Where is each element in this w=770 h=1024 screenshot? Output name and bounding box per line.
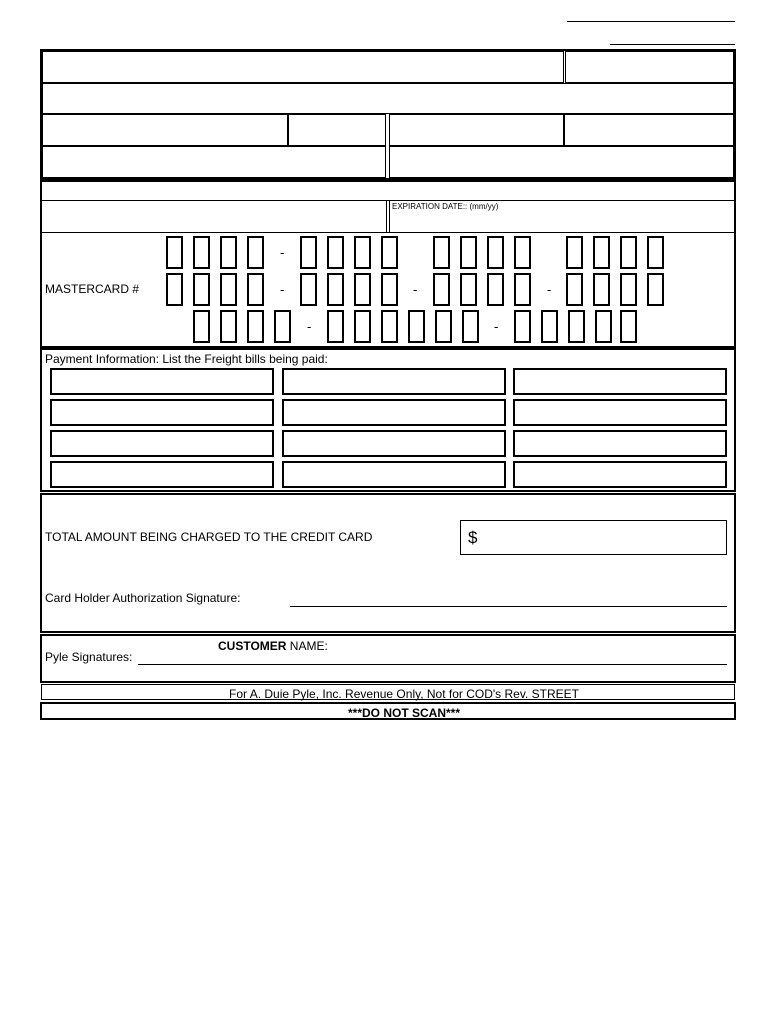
digit-box[interactable] [381, 236, 398, 269]
do-not-scan-label: ***DO NOT SCAN*** [347, 706, 461, 720]
digit-box[interactable] [247, 310, 264, 343]
digit-box[interactable] [460, 273, 477, 306]
header-field-5[interactable] [288, 114, 386, 146]
digit-box[interactable] [593, 236, 610, 269]
digit-box[interactable] [354, 273, 371, 306]
freight-bill-field[interactable] [282, 461, 506, 488]
card-line-2 [42, 232, 734, 233]
do-not-scan-box [40, 702, 736, 720]
digit-box[interactable] [354, 236, 371, 269]
digit-box[interactable] [620, 310, 637, 343]
freight-bill-field[interactable] [513, 368, 727, 395]
header-field-7[interactable] [564, 114, 734, 146]
card-separator: - [413, 282, 418, 297]
revenue-note-box [41, 684, 735, 700]
card-holder-field[interactable] [42, 201, 386, 232]
digit-box[interactable] [166, 273, 183, 306]
freight-bill-field[interactable] [50, 461, 274, 488]
digit-box[interactable] [566, 236, 583, 269]
digit-box[interactable] [514, 310, 531, 343]
top-line-1 [567, 21, 735, 22]
digit-box[interactable] [274, 310, 291, 343]
freight-bill-field[interactable] [282, 430, 506, 457]
digit-box[interactable] [462, 310, 479, 343]
card-separator: - [494, 319, 499, 334]
digit-box[interactable] [647, 273, 664, 306]
total-amount-field[interactable] [460, 520, 727, 555]
header-field-8[interactable] [42, 146, 386, 178]
pyle-signature-line[interactable] [138, 664, 727, 665]
digit-box[interactable] [300, 236, 317, 269]
digit-box[interactable] [460, 236, 477, 269]
pyle-signatures-block [40, 634, 736, 683]
digit-box[interactable] [193, 273, 210, 306]
total-amount-label: TOTAL AMOUNT BEING CHARGED TO THE CREDIT CARD [45, 530, 373, 544]
card-separator: - [280, 282, 285, 297]
digit-box[interactable] [220, 273, 237, 306]
card-separator: - [280, 245, 285, 260]
header-field-1[interactable] [42, 51, 564, 83]
signature-line[interactable] [290, 606, 727, 607]
freight-bill-field[interactable] [513, 399, 727, 426]
digit-box[interactable] [327, 273, 344, 306]
digit-box[interactable] [193, 236, 210, 269]
digit-box[interactable] [595, 310, 612, 343]
customer-rest: NAME: [286, 639, 328, 653]
freight-bill-field[interactable] [282, 399, 506, 426]
digit-box[interactable] [433, 236, 450, 269]
freight-bill-field[interactable] [50, 399, 274, 426]
card-separator: - [307, 319, 312, 334]
header-field-3[interactable] [42, 83, 734, 114]
digit-box[interactable] [514, 236, 531, 269]
digit-box[interactable] [647, 236, 664, 269]
customer-bold: CUSTOMER [218, 639, 287, 653]
digit-box[interactable] [620, 236, 637, 269]
digit-box[interactable] [433, 273, 450, 306]
card-divider-2 [389, 200, 390, 232]
freight-bill-field[interactable] [50, 368, 274, 395]
header-field-4[interactable] [42, 114, 288, 146]
digit-box[interactable] [487, 273, 504, 306]
card-divider-1 [386, 200, 387, 232]
signature-label: Card Holder Authorization Signature: [45, 591, 241, 605]
digit-box[interactable] [593, 273, 610, 306]
header-field-2[interactable] [565, 51, 734, 83]
freight-bill-field[interactable] [513, 430, 727, 457]
freight-bill-field[interactable] [282, 368, 506, 395]
digit-box[interactable] [381, 273, 398, 306]
digit-box[interactable] [193, 310, 210, 343]
digit-box[interactable] [568, 310, 585, 343]
customer-name-label [218, 640, 328, 652]
pyle-signatures-label: Pyle Signatures: [45, 650, 133, 664]
digit-box[interactable] [620, 273, 637, 306]
header-field-6[interactable] [389, 114, 564, 146]
payment-info-label: Payment Information: List the Freight bills being paid: [45, 352, 328, 366]
mastercard-label: MASTERCARD # [45, 282, 140, 296]
digit-box[interactable] [354, 310, 371, 343]
freight-bill-field[interactable] [513, 461, 727, 488]
digit-box[interactable] [247, 236, 264, 269]
revenue-note: For A. Duie Pyle, Inc. Revenue Only, Not for COD's Rev. STREET [229, 687, 579, 701]
top-line-2 [610, 44, 735, 45]
card-separator: - [547, 282, 552, 297]
digit-box[interactable] [300, 273, 317, 306]
digit-box[interactable] [327, 310, 344, 343]
digit-box[interactable] [166, 236, 183, 269]
digit-box[interactable] [435, 310, 452, 343]
total-block [40, 493, 736, 633]
header-field-9[interactable] [389, 146, 734, 178]
digit-box[interactable] [381, 310, 398, 343]
digit-box[interactable] [247, 273, 264, 306]
digit-box[interactable] [487, 236, 504, 269]
digit-box[interactable] [327, 236, 344, 269]
digit-box[interactable] [408, 310, 425, 343]
digit-box[interactable] [541, 310, 558, 343]
freight-bill-field[interactable] [50, 430, 274, 457]
digit-box[interactable] [220, 236, 237, 269]
digit-box[interactable] [514, 273, 531, 306]
expiration-date-label: EXPIRATION DATE:: (mm/yy) [392, 202, 499, 211]
currency-symbol: $ [468, 528, 478, 547]
digit-box[interactable] [220, 310, 237, 343]
digit-box[interactable] [566, 273, 583, 306]
